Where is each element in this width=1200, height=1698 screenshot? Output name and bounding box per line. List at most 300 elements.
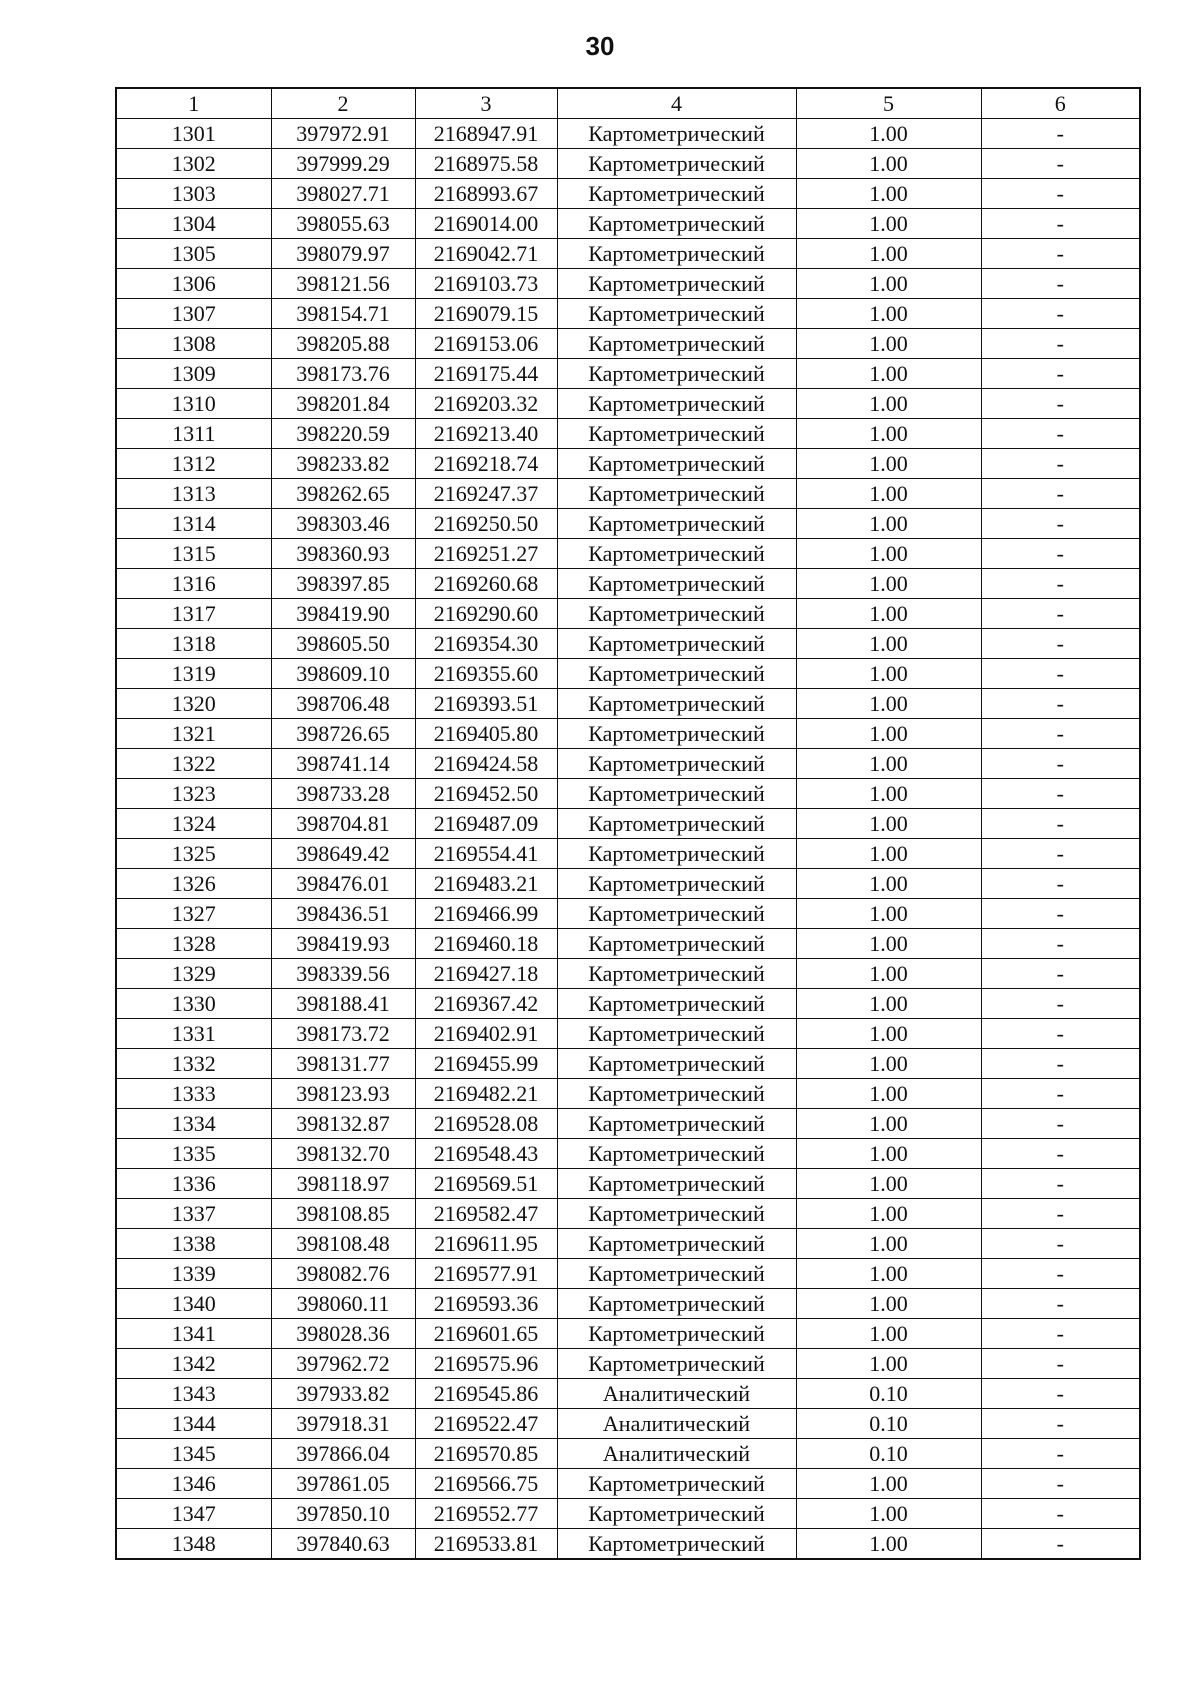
cell-y-coordinate: 2169014.00 — [415, 209, 557, 239]
cell-accuracy: 1.00 — [796, 329, 981, 359]
cell-accuracy: 1.00 — [796, 779, 981, 809]
cell-method: Картометрический — [557, 569, 796, 599]
cell-method: Картометрический — [557, 1109, 796, 1139]
table-row — [116, 1379, 1140, 1409]
cell-y-coordinate: 2169569.51 — [415, 1169, 557, 1199]
table-header — [116, 88, 1140, 119]
table-row — [116, 749, 1140, 779]
cell-note: - — [981, 1019, 1140, 1049]
table-body — [116, 119, 1140, 1560]
cell-accuracy: 1.00 — [796, 929, 981, 959]
cell-note: - — [981, 659, 1140, 689]
cell-x-coordinate: 397861.05 — [271, 1469, 415, 1499]
cell-accuracy: 1.00 — [796, 599, 981, 629]
cell-x-coordinate: 397866.04 — [271, 1439, 415, 1469]
cell-point-number: 1345 — [116, 1439, 271, 1469]
cell-note: - — [981, 869, 1140, 899]
cell-note: - — [981, 419, 1140, 449]
cell-accuracy: 1.00 — [796, 449, 981, 479]
cell-y-coordinate: 2169575.96 — [415, 1349, 557, 1379]
cell-y-coordinate: 2169079.15 — [415, 299, 557, 329]
cell-accuracy: 1.00 — [796, 1289, 981, 1319]
table-row — [116, 1049, 1140, 1079]
cell-note: - — [981, 1289, 1140, 1319]
cell-x-coordinate: 397850.10 — [271, 1499, 415, 1529]
cell-accuracy: 1.00 — [796, 1019, 981, 1049]
cell-y-coordinate: 2169566.75 — [415, 1469, 557, 1499]
cell-note: - — [981, 569, 1140, 599]
table-row — [116, 1229, 1140, 1259]
cell-accuracy: 1.00 — [796, 659, 981, 689]
table-row — [116, 1259, 1140, 1289]
cell-y-coordinate: 2169402.91 — [415, 1019, 557, 1049]
cell-y-coordinate: 2169175.44 — [415, 359, 557, 389]
cell-accuracy: 1.00 — [796, 1049, 981, 1079]
cell-x-coordinate: 398419.90 — [271, 599, 415, 629]
cell-method: Картометрический — [557, 419, 796, 449]
cell-method: Картометрический — [557, 839, 796, 869]
cell-note: - — [981, 1409, 1140, 1439]
cell-accuracy: 1.00 — [796, 989, 981, 1019]
cell-method: Картометрический — [557, 329, 796, 359]
cell-y-coordinate: 2169427.18 — [415, 959, 557, 989]
cell-method: Картометрический — [557, 1529, 796, 1560]
cell-point-number: 1331 — [116, 1019, 271, 1049]
table-row — [116, 509, 1140, 539]
cell-y-coordinate: 2169483.21 — [415, 869, 557, 899]
cell-point-number: 1309 — [116, 359, 271, 389]
cell-x-coordinate: 398476.01 — [271, 869, 415, 899]
cell-accuracy: 1.00 — [796, 419, 981, 449]
cell-note: - — [981, 1259, 1140, 1289]
cell-accuracy: 1.00 — [796, 1229, 981, 1259]
cell-point-number: 1307 — [116, 299, 271, 329]
cell-x-coordinate: 398027.71 — [271, 179, 415, 209]
cell-x-coordinate: 398419.93 — [271, 929, 415, 959]
cell-method: Картометрический — [557, 1469, 796, 1499]
cell-y-coordinate: 2169393.51 — [415, 689, 557, 719]
cell-x-coordinate: 398741.14 — [271, 749, 415, 779]
table-row — [116, 1019, 1140, 1049]
cell-x-coordinate: 398397.85 — [271, 569, 415, 599]
cell-method: Картометрический — [557, 809, 796, 839]
table-row — [116, 539, 1140, 569]
cell-y-coordinate: 2169354.30 — [415, 629, 557, 659]
cell-y-coordinate: 2169250.50 — [415, 509, 557, 539]
cell-x-coordinate: 398079.97 — [271, 239, 415, 269]
cell-method: Картометрический — [557, 1049, 796, 1079]
cell-x-coordinate: 398173.72 — [271, 1019, 415, 1049]
cell-accuracy: 1.00 — [796, 1469, 981, 1499]
cell-y-coordinate: 2169482.21 — [415, 1079, 557, 1109]
cell-note: - — [981, 1199, 1140, 1229]
cell-point-number: 1302 — [116, 149, 271, 179]
table-row — [116, 179, 1140, 209]
cell-y-coordinate: 2169290.60 — [415, 599, 557, 629]
cell-point-number: 1334 — [116, 1109, 271, 1139]
cell-method: Картометрический — [557, 1199, 796, 1229]
cell-method: Аналитический — [557, 1379, 796, 1409]
cell-x-coordinate: 398108.48 — [271, 1229, 415, 1259]
cell-y-coordinate: 2169528.08 — [415, 1109, 557, 1139]
cell-method: Картометрический — [557, 1499, 796, 1529]
cell-x-coordinate: 398609.10 — [271, 659, 415, 689]
cell-accuracy: 0.10 — [796, 1379, 981, 1409]
cell-method: Картометрический — [557, 509, 796, 539]
cell-note: - — [981, 149, 1140, 179]
cell-x-coordinate: 398082.76 — [271, 1259, 415, 1289]
cell-accuracy: 1.00 — [796, 749, 981, 779]
cell-x-coordinate: 398132.87 — [271, 1109, 415, 1139]
table-row — [116, 839, 1140, 869]
cell-x-coordinate: 398360.93 — [271, 539, 415, 569]
cell-y-coordinate: 2169533.81 — [415, 1529, 557, 1560]
coordinates-table — [115, 87, 1141, 1560]
cell-x-coordinate: 398201.84 — [271, 389, 415, 419]
cell-accuracy: 1.00 — [796, 719, 981, 749]
cell-y-coordinate: 2169251.27 — [415, 539, 557, 569]
column-header-2: 2 — [271, 88, 415, 119]
cell-point-number: 1313 — [116, 479, 271, 509]
table-row — [116, 1139, 1140, 1169]
cell-point-number: 1329 — [116, 959, 271, 989]
table-row — [116, 1289, 1140, 1319]
column-header-4: 4 — [557, 88, 796, 119]
cell-method: Картометрический — [557, 1349, 796, 1379]
cell-accuracy: 1.00 — [796, 149, 981, 179]
page-number: 30 — [585, 31, 615, 61]
cell-x-coordinate: 398205.88 — [271, 329, 415, 359]
cell-point-number: 1336 — [116, 1169, 271, 1199]
cell-point-number: 1305 — [116, 239, 271, 269]
cell-method: Картометрический — [557, 749, 796, 779]
cell-accuracy: 1.00 — [796, 239, 981, 269]
cell-accuracy: 1.00 — [796, 269, 981, 299]
cell-point-number: 1338 — [116, 1229, 271, 1259]
cell-method: Картометрический — [557, 479, 796, 509]
cell-y-coordinate: 2169203.32 — [415, 389, 557, 419]
table-row — [116, 959, 1140, 989]
cell-note: - — [981, 1499, 1140, 1529]
cell-accuracy: 1.00 — [796, 869, 981, 899]
cell-x-coordinate: 398262.65 — [271, 479, 415, 509]
cell-note: - — [981, 1079, 1140, 1109]
table-row — [116, 239, 1140, 269]
cell-y-coordinate: 2169522.47 — [415, 1409, 557, 1439]
table-row — [116, 1319, 1140, 1349]
cell-accuracy: 1.00 — [796, 1349, 981, 1379]
cell-method: Картометрический — [557, 149, 796, 179]
cell-y-coordinate: 2169367.42 — [415, 989, 557, 1019]
cell-method: Аналитический — [557, 1409, 796, 1439]
cell-point-number: 1311 — [116, 419, 271, 449]
table-row — [116, 869, 1140, 899]
cell-method: Картометрический — [557, 359, 796, 389]
cell-method: Картометрический — [557, 209, 796, 239]
cell-y-coordinate: 2169218.74 — [415, 449, 557, 479]
cell-y-coordinate: 2169424.58 — [415, 749, 557, 779]
table-row — [116, 1409, 1140, 1439]
cell-point-number: 1323 — [116, 779, 271, 809]
cell-y-coordinate: 2169577.91 — [415, 1259, 557, 1289]
cell-y-coordinate: 2168975.58 — [415, 149, 557, 179]
cell-method: Картометрический — [557, 389, 796, 419]
cell-method: Картометрический — [557, 1169, 796, 1199]
table-row — [116, 149, 1140, 179]
cell-y-coordinate: 2169460.18 — [415, 929, 557, 959]
cell-point-number: 1320 — [116, 689, 271, 719]
table-row — [116, 419, 1140, 449]
cell-note: - — [981, 449, 1140, 479]
table-row — [116, 209, 1140, 239]
cell-note: - — [981, 689, 1140, 719]
cell-note: - — [981, 1109, 1140, 1139]
cell-y-coordinate: 2169601.65 — [415, 1319, 557, 1349]
cell-note: - — [981, 389, 1140, 419]
cell-point-number: 1315 — [116, 539, 271, 569]
cell-point-number: 1335 — [116, 1139, 271, 1169]
cell-method: Картометрический — [557, 1289, 796, 1319]
cell-accuracy: 1.00 — [796, 209, 981, 239]
cell-accuracy: 1.00 — [796, 959, 981, 989]
table-row — [116, 479, 1140, 509]
cell-y-coordinate: 2169545.86 — [415, 1379, 557, 1409]
cell-accuracy: 1.00 — [796, 899, 981, 929]
table-row — [116, 1469, 1140, 1499]
cell-note: - — [981, 329, 1140, 359]
cell-accuracy: 1.00 — [796, 1499, 981, 1529]
cell-x-coordinate: 398123.93 — [271, 1079, 415, 1109]
cell-x-coordinate: 398188.41 — [271, 989, 415, 1019]
cell-y-coordinate: 2169103.73 — [415, 269, 557, 299]
cell-y-coordinate: 2169593.36 — [415, 1289, 557, 1319]
cell-point-number: 1341 — [116, 1319, 271, 1349]
cell-note: - — [981, 269, 1140, 299]
table-row — [116, 269, 1140, 299]
table-row — [116, 929, 1140, 959]
cell-note: - — [981, 929, 1140, 959]
cell-method: Картометрический — [557, 1319, 796, 1349]
cell-accuracy: 1.00 — [796, 539, 981, 569]
cell-note: - — [981, 1319, 1140, 1349]
cell-x-coordinate: 398028.36 — [271, 1319, 415, 1349]
cell-note: - — [981, 809, 1140, 839]
cell-y-coordinate: 2169452.50 — [415, 779, 557, 809]
cell-note: - — [981, 1169, 1140, 1199]
cell-note: - — [981, 749, 1140, 779]
cell-accuracy: 1.00 — [796, 1319, 981, 1349]
cell-point-number: 1337 — [116, 1199, 271, 1229]
cell-note: - — [981, 1139, 1140, 1169]
cell-y-coordinate: 2169611.95 — [415, 1229, 557, 1259]
table-row — [116, 1169, 1140, 1199]
cell-accuracy: 1.00 — [796, 389, 981, 419]
cell-note: - — [981, 299, 1140, 329]
cell-method: Картометрический — [557, 869, 796, 899]
cell-accuracy: 1.00 — [796, 809, 981, 839]
cell-accuracy: 1.00 — [796, 1199, 981, 1229]
cell-x-coordinate: 398118.97 — [271, 1169, 415, 1199]
cell-point-number: 1322 — [116, 749, 271, 779]
cell-y-coordinate: 2169260.68 — [415, 569, 557, 599]
cell-y-coordinate: 2168993.67 — [415, 179, 557, 209]
cell-point-number: 1326 — [116, 869, 271, 899]
cell-point-number: 1319 — [116, 659, 271, 689]
cell-point-number: 1328 — [116, 929, 271, 959]
cell-point-number: 1330 — [116, 989, 271, 1019]
cell-x-coordinate: 398173.76 — [271, 359, 415, 389]
table-row — [116, 119, 1140, 149]
cell-point-number: 1312 — [116, 449, 271, 479]
cell-y-coordinate: 2169548.43 — [415, 1139, 557, 1169]
cell-accuracy: 1.00 — [796, 1259, 981, 1289]
cell-y-coordinate: 2169153.06 — [415, 329, 557, 359]
cell-point-number: 1327 — [116, 899, 271, 929]
cell-x-coordinate: 398303.46 — [271, 509, 415, 539]
cell-note: - — [981, 509, 1140, 539]
cell-accuracy: 1.00 — [796, 1169, 981, 1199]
cell-note: - — [981, 539, 1140, 569]
cell-y-coordinate: 2169552.77 — [415, 1499, 557, 1529]
cell-point-number: 1344 — [116, 1409, 271, 1439]
cell-x-coordinate: 398339.56 — [271, 959, 415, 989]
cell-y-coordinate: 2169042.71 — [415, 239, 557, 269]
cell-y-coordinate: 2169213.40 — [415, 419, 557, 449]
cell-accuracy: 1.00 — [796, 1529, 981, 1560]
cell-method: Картометрический — [557, 959, 796, 989]
cell-point-number: 1347 — [116, 1499, 271, 1529]
cell-method: Картометрический — [557, 1139, 796, 1169]
cell-method: Картометрический — [557, 1259, 796, 1289]
cell-x-coordinate: 398132.70 — [271, 1139, 415, 1169]
table-row — [116, 899, 1140, 929]
table-row — [116, 299, 1140, 329]
cell-method: Картометрический — [557, 119, 796, 149]
cell-y-coordinate: 2169455.99 — [415, 1049, 557, 1079]
cell-point-number: 1317 — [116, 599, 271, 629]
cell-point-number: 1314 — [116, 509, 271, 539]
cell-x-coordinate: 398733.28 — [271, 779, 415, 809]
cell-y-coordinate: 2169554.41 — [415, 839, 557, 869]
cell-accuracy: 0.10 — [796, 1439, 981, 1469]
cell-x-coordinate: 397933.82 — [271, 1379, 415, 1409]
table-row — [116, 719, 1140, 749]
cell-method: Картометрический — [557, 1229, 796, 1259]
table-row — [116, 689, 1140, 719]
cell-point-number: 1332 — [116, 1049, 271, 1079]
cell-note: - — [981, 179, 1140, 209]
cell-note: - — [981, 359, 1140, 389]
table-row — [116, 989, 1140, 1019]
cell-method: Картометрический — [557, 659, 796, 689]
cell-note: - — [981, 899, 1140, 929]
column-header-1: 1 — [116, 88, 271, 119]
cell-y-coordinate: 2169582.47 — [415, 1199, 557, 1229]
cell-point-number: 1301 — [116, 119, 271, 149]
cell-method: Картометрический — [557, 899, 796, 929]
column-header-3: 3 — [415, 88, 557, 119]
cell-x-coordinate: 397840.63 — [271, 1529, 415, 1560]
cell-note: - — [981, 1439, 1140, 1469]
cell-x-coordinate: 398233.82 — [271, 449, 415, 479]
cell-note: - — [981, 239, 1140, 269]
cell-point-number: 1339 — [116, 1259, 271, 1289]
cell-y-coordinate: 2169487.09 — [415, 809, 557, 839]
cell-x-coordinate: 397972.91 — [271, 119, 415, 149]
cell-method: Картометрический — [557, 269, 796, 299]
cell-method: Картометрический — [557, 599, 796, 629]
cell-x-coordinate: 398108.85 — [271, 1199, 415, 1229]
cell-point-number: 1316 — [116, 569, 271, 599]
cell-point-number: 1342 — [116, 1349, 271, 1379]
table-row — [116, 1529, 1140, 1560]
cell-note: - — [981, 839, 1140, 869]
table-row — [116, 569, 1140, 599]
cell-point-number: 1340 — [116, 1289, 271, 1319]
cell-accuracy: 1.00 — [796, 629, 981, 659]
cell-accuracy: 1.00 — [796, 1109, 981, 1139]
cell-x-coordinate: 397918.31 — [271, 1409, 415, 1439]
cell-x-coordinate: 398121.56 — [271, 269, 415, 299]
table-row — [116, 659, 1140, 689]
table-row — [116, 629, 1140, 659]
cell-method: Картометрический — [557, 719, 796, 749]
cell-x-coordinate: 398060.11 — [271, 1289, 415, 1319]
cell-accuracy: 1.00 — [796, 299, 981, 329]
cell-y-coordinate: 2169405.80 — [415, 719, 557, 749]
cell-note: - — [981, 1229, 1140, 1259]
table-row — [116, 1079, 1140, 1109]
cell-note: - — [981, 959, 1140, 989]
cell-point-number: 1325 — [116, 839, 271, 869]
cell-note: - — [981, 629, 1140, 659]
cell-method: Картометрический — [557, 629, 796, 659]
cell-x-coordinate: 398649.42 — [271, 839, 415, 869]
cell-accuracy: 1.00 — [796, 1079, 981, 1109]
cell-point-number: 1346 — [116, 1469, 271, 1499]
cell-accuracy: 1.00 — [796, 839, 981, 869]
cell-point-number: 1324 — [116, 809, 271, 839]
cell-accuracy: 1.00 — [796, 689, 981, 719]
cell-x-coordinate: 398055.63 — [271, 209, 415, 239]
table-row — [116, 809, 1140, 839]
cell-point-number: 1321 — [116, 719, 271, 749]
cell-note: - — [981, 1379, 1140, 1409]
cell-point-number: 1306 — [116, 269, 271, 299]
table-row — [116, 389, 1140, 419]
column-header-5: 5 — [796, 88, 981, 119]
cell-point-number: 1333 — [116, 1079, 271, 1109]
cell-accuracy: 1.00 — [796, 119, 981, 149]
cell-point-number: 1304 — [116, 209, 271, 239]
table-row — [116, 1439, 1140, 1469]
cell-accuracy: 1.00 — [796, 359, 981, 389]
table-row — [116, 449, 1140, 479]
cell-method: Аналитический — [557, 1439, 796, 1469]
cell-accuracy: 1.00 — [796, 509, 981, 539]
cell-note: - — [981, 209, 1140, 239]
cell-x-coordinate: 398704.81 — [271, 809, 415, 839]
table-row — [116, 599, 1140, 629]
cell-y-coordinate: 2169247.37 — [415, 479, 557, 509]
cell-accuracy: 1.00 — [796, 569, 981, 599]
cell-x-coordinate: 398436.51 — [271, 899, 415, 929]
cell-point-number: 1348 — [116, 1529, 271, 1560]
cell-method: Картометрический — [557, 299, 796, 329]
table-row — [116, 1109, 1140, 1139]
cell-point-number: 1343 — [116, 1379, 271, 1409]
cell-method: Картометрический — [557, 989, 796, 1019]
